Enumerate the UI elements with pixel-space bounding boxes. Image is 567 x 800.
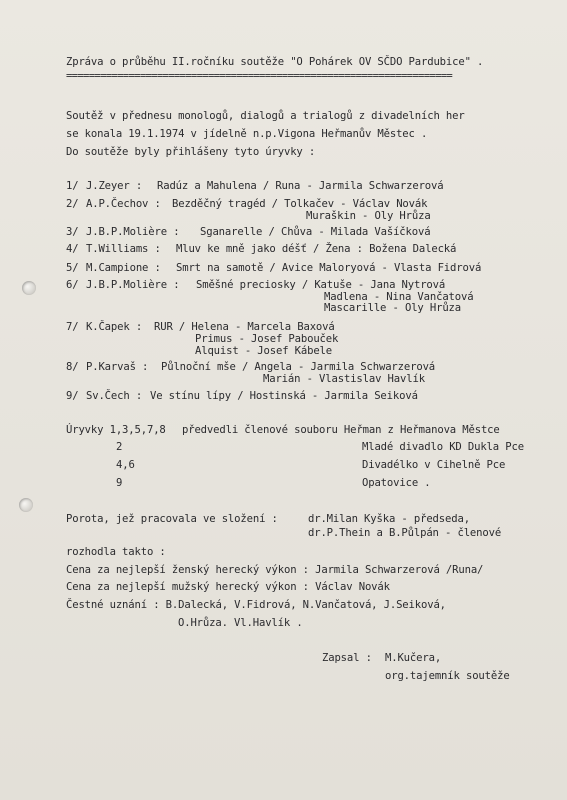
entry-text: Bezděčný tragéd / Tolkačev - Václav Novák [172,198,428,210]
entry-number: 6/ [66,279,79,291]
entry-extra: Mascarille - Oly Hrůza [324,302,462,314]
entry-number: 9/ [66,390,79,402]
entry-text: Radúz a Mahulena / Runa - Jarmila Schwarzerová [157,180,444,192]
entry-text: RUR / Helena - Marcela Baxová [154,321,335,333]
award-line: O.Hrůza. Vl.Havlík . [178,617,303,629]
entry-author: J.B.P.Molière : [86,279,180,291]
award-line: Cena za nejlepší ženský herecký výkon : Jarmila Schwarzerová /Runa/ [66,564,484,576]
entry-text: Ve stínu lípy / Hostinská - Jarmila Seiková [150,390,418,402]
jury-member: dr.Milan Kyška - předseda, [308,513,470,525]
signature-role: org.tajemník soutěže [385,670,510,682]
entry-author: P.Karvaš : [86,361,149,373]
entry-number: 4/ [66,243,79,255]
jury-lead: Porota, jež pracovala ve složení : [66,513,278,525]
entry-number: 7/ [66,321,79,333]
award-line: Čestné uznání : B.Dalecká, V.Fidrová, N.Vančatová, J.Seiková, [66,599,446,611]
performer-group: Mladé divadlo KD Dukla Pce [362,441,524,453]
award-line: Cena za nejlepší mužský herecký výkon : Václav Novák [66,581,390,593]
entry-extra: Alquist - Josef Kábele [195,345,333,357]
signature-label: Zapsal : [322,652,372,664]
entry-extra: Primus - Josef Pabouček [195,333,339,345]
entry-number: 1/ [66,180,79,192]
entry-text: Směšné preciosky / Katuše - Jana Nytrová [196,279,446,291]
entry-author: J.B.P.Molière : [86,226,180,238]
performer-group: Divadélko v Cihelně Pce [362,459,506,471]
punch-hole-top [22,281,36,295]
performer-group: Opatovice . [362,477,431,489]
entry-number: 5/ [66,262,79,274]
jury-decided: rozhodla takto : [66,546,166,558]
intro-line: se konala 19.1.1974 v jídelně n.p.Vigona Heřmanův Městec . [66,128,428,140]
report-title: Zpráva o průběhu II.ročníku soutěže "O Pohárek OV SČDO Pardubice" . [66,56,484,68]
entry-extra: Muraškin - Oly Hrůza [306,210,431,222]
performer-numbers: 4,6 [116,459,135,471]
entry-author: M.Campione : [86,262,161,274]
entry-text: Půlnoční mše / Angela - Jarmila Schwarzerová [161,361,436,373]
entry-number: 3/ [66,226,79,238]
entry-author: Sv.Čech : [86,390,143,402]
entry-author: J.Zeyer : [86,180,143,192]
entry-text: Mluv ke mně jako déšť / Žena : Božena Dalecká [176,243,457,255]
entry-extra: Marián - Vlastislav Havlík [263,373,425,385]
entry-text: Smrt na samotě / Avice Maloryová - Vlasta Fidrová [176,262,482,274]
intro-line: Soutěž v přednesu monologů, dialogů a trialogů z divadelních her [66,110,465,122]
entry-number: 2/ [66,198,79,210]
entry-number: 8/ [66,361,79,373]
signature-name: M.Kučera, [385,652,442,664]
entry-author: T.Williams : [86,243,161,255]
entry-extra: Madlena - Nina Vančatová [324,291,474,303]
entry-author: A.P.Čechov : [86,198,161,210]
performer-numbers: 2 [116,441,123,453]
performer-numbers: Úryvky 1,3,5,7,8 [66,424,166,436]
performer-group: předvedli členové souboru Heřman z Heřmanova Městce [182,424,500,436]
entry-text: Sganarelle / Chůva - Milada Vašíčková [200,226,431,238]
performer-numbers: 9 [116,477,123,489]
jury-member: dr.P.Thein a B.Půlpán - členové [308,527,502,539]
entry-author: K.Čapek : [86,321,143,333]
title-underline: ==================================================================== [66,70,453,82]
punch-hole-bottom [19,498,33,512]
intro-line: Do soutěže byly přihlášeny tyto úryvky : [66,146,316,158]
